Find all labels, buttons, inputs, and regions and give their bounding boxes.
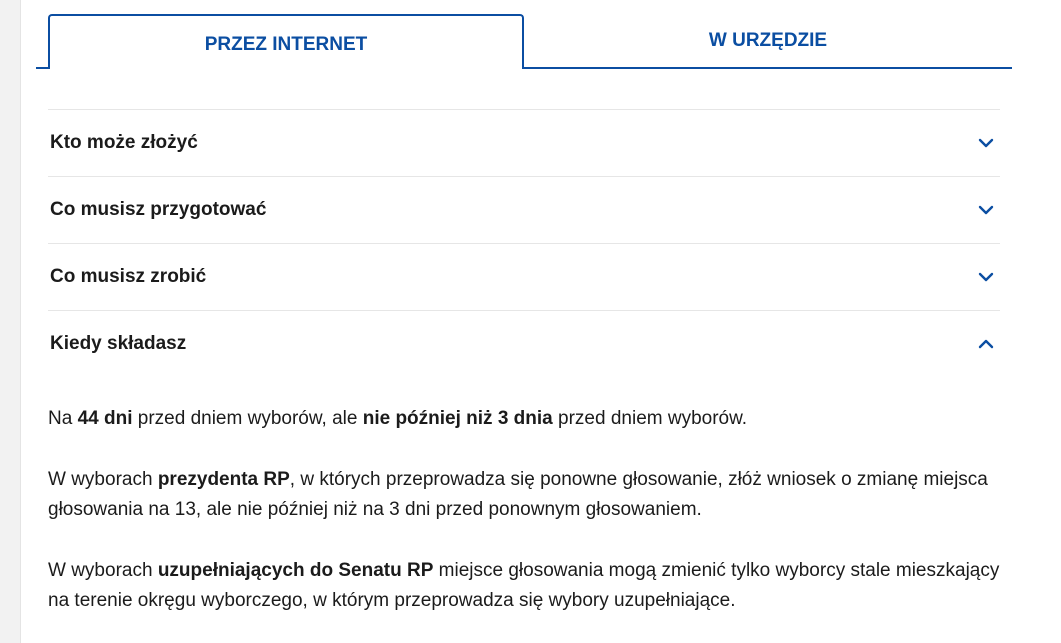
accordion-item-co-musisz-przygotowac[interactable] [48,176,1000,243]
paragraph-terms [48,404,1008,434]
bold-run: uzupełniających do Senatu RP [157,560,434,581]
accordion-item-title: Co musisz zrobić [50,266,207,287]
accordion-item-title: Kiedy składasz [50,333,187,354]
tab-label: W URZĘDZIE [708,29,828,51]
tab-w-urzedzie[interactable] [524,14,1012,67]
tab-label: PRZEZ INTERNET [204,33,368,55]
bold-run: prezydenta RP [157,469,290,490]
bold-run: nie później niż 3 dnia [362,408,553,429]
text-run: W wyborach [48,560,158,581]
text-run: Na [48,408,78,429]
text-run: W wyborach [48,469,158,490]
chevron-down-icon[interactable] [978,135,994,151]
tab-przez-internet[interactable] [48,14,524,69]
bold-run: 44 dni [77,408,133,429]
chevron-up-icon[interactable] [978,336,994,352]
accordion-item-co-musisz-zrobic[interactable] [48,243,1000,310]
paragraph-senate-elections [48,556,1008,616]
left-rail [0,0,21,643]
accordion [48,109,1000,377]
accordion-item-kiedy-skladasz[interactable] [48,310,1000,377]
accordion-item-kto-moze-zlozyc[interactable] [48,109,1000,176]
chevron-down-icon[interactable] [978,269,994,285]
accordion-item-title: Kto może złożyć [50,132,198,153]
tab-bar [36,14,1012,69]
text-run: miejsce głosowania mogą zmienić tylko wyborcy stale mieszkający na terenie okręgu wyborczego, w którym przeprowadza się wybory uzupełniające. [48,560,1000,611]
paragraph-president-elections [48,465,1008,525]
accordion-item-title: Co musisz przygotować [50,199,267,220]
chevron-down-icon[interactable] [978,202,994,218]
text-run: przed dniem wyborów, ale [132,408,363,429]
text-run: , w których przeprowadza się ponowne głosowanie, złóż wniosek o zmianę miejsca głosowania na 13, ale nie później niż na 3 dni przed ponownym głosowaniem. [48,469,988,520]
text-run: przed dniem wyborów. [552,408,748,429]
